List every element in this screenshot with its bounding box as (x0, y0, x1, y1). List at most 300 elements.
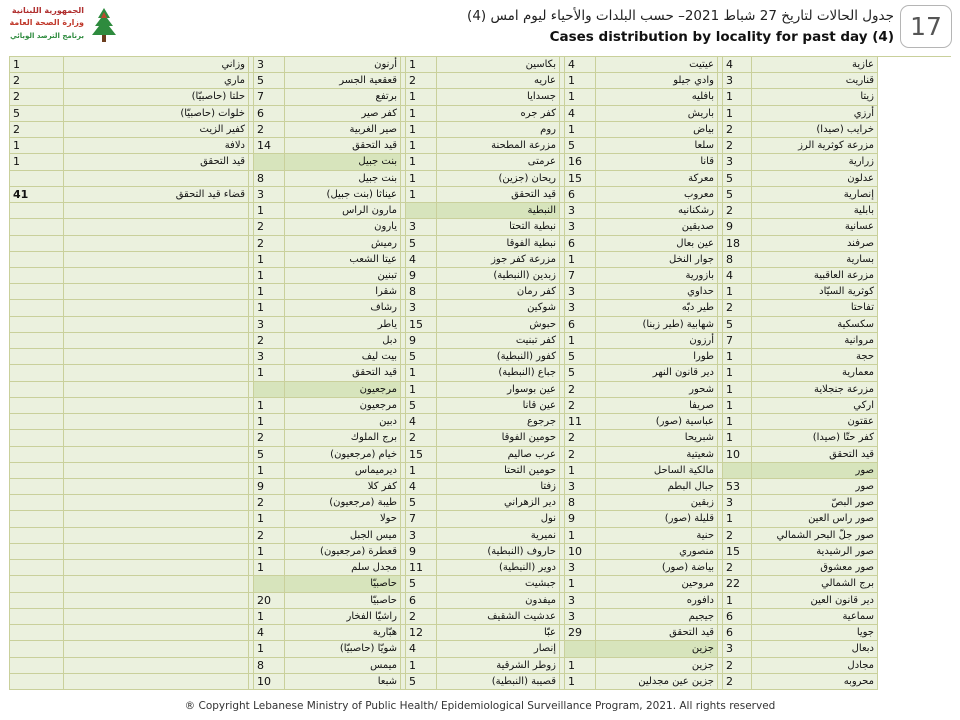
case-count: 3 (723, 154, 752, 170)
empty-cell (10, 674, 64, 690)
case-count: 6 (406, 593, 437, 609)
locality-name: عرب صاليم (437, 447, 560, 463)
empty-cell (64, 430, 249, 446)
case-count: 10 (723, 447, 752, 463)
case-count: 5 (406, 495, 437, 511)
empty-cell (10, 544, 64, 560)
locality-name: جزين عين مجدلين (596, 674, 718, 690)
case-count: 5 (406, 398, 437, 414)
locality-name: راشيّا الفخار (285, 609, 401, 625)
case-count (254, 154, 285, 170)
empty-cell (10, 382, 64, 398)
case-count: 1 (723, 349, 752, 365)
empty-cell (10, 414, 64, 430)
locality-name: حومين الفوقا (437, 430, 560, 446)
empty-cell (64, 609, 249, 625)
case-count: 5 (10, 106, 64, 122)
locality-name: بياض (596, 122, 718, 138)
locality-name: برج الملوك (285, 430, 401, 446)
locality-name: عدشيت الشقيف (437, 609, 560, 625)
locality-name: ميمس (285, 658, 401, 674)
locality-name: بابلية (752, 203, 878, 219)
locality-name: عبّا (437, 625, 560, 641)
case-count: 4 (406, 641, 437, 657)
copyright-footer: ® Copyright Lebanese Ministry of Public Health/ Epidemiological Surveillance Program, 2021. All rights reserved (184, 700, 776, 712)
locality-name: رميش (285, 236, 401, 252)
case-count: 1 (406, 89, 437, 105)
case-count: 1 (723, 593, 752, 609)
case-count: 20 (254, 593, 285, 609)
empty-cell (64, 349, 249, 365)
case-count: 3 (254, 187, 285, 203)
case-count: 3 (406, 219, 437, 235)
case-count: 1 (723, 365, 752, 381)
locality-name: عين قانا (437, 398, 560, 414)
case-count: 1 (254, 284, 285, 300)
case-count: 1 (254, 609, 285, 625)
locality-name: دبعال (752, 641, 878, 657)
locality-name: شحور (596, 382, 718, 398)
case-count: 15 (406, 317, 437, 333)
locality-name: صور جلّ البحر الشمالي (752, 528, 878, 544)
locality-name: قعقعية الجسر (285, 73, 401, 89)
case-count: 1 (406, 154, 437, 170)
case-count: 2 (565, 398, 596, 414)
empty-cell (64, 641, 249, 657)
locality-name: مجدل سلم (285, 560, 401, 576)
locality-name: قضاء قيد التحقق (64, 187, 249, 203)
locality-name: صور الرشيدية (752, 544, 878, 560)
case-count: 6 (565, 236, 596, 252)
case-count: 3 (723, 495, 752, 511)
locality-name: شقرا (285, 284, 401, 300)
locality-name: ماري (64, 73, 249, 89)
locality-name: صريفا (596, 398, 718, 414)
locality-name: شبعا (285, 674, 401, 690)
case-count: 2 (254, 219, 285, 235)
locality-name: مرجعيون (285, 382, 401, 398)
case-count: 6 (723, 609, 752, 625)
case-count: 9 (723, 219, 752, 235)
locality-name: حولا (285, 511, 401, 527)
case-count: 5 (723, 187, 752, 203)
case-count: 1 (406, 658, 437, 674)
case-count: 1 (565, 576, 596, 592)
locality-name: مزرعة كفر جوز (437, 252, 560, 268)
case-count: 1 (406, 187, 437, 203)
case-count: 9 (565, 511, 596, 527)
locality-name: قيد التحقق (285, 365, 401, 381)
case-count: 6 (254, 106, 285, 122)
locality-name: جبشيت (437, 576, 560, 592)
locality-name: صرفند (752, 236, 878, 252)
case-count (565, 641, 596, 657)
locality-name: بكاسين (437, 57, 560, 73)
case-count: 5 (565, 349, 596, 365)
locality-name: مرجعيون (285, 398, 401, 414)
locality-name: شعيتية (596, 447, 718, 463)
locality-name: معروب (596, 187, 718, 203)
case-count: 15 (406, 447, 437, 463)
empty-cell (10, 365, 64, 381)
case-count: 7 (565, 268, 596, 284)
case-count: 1 (10, 57, 64, 73)
logo-line-2: وزارة الصحة العامة (9, 18, 84, 27)
case-count: 3 (406, 300, 437, 316)
locality-name: جيجيم (596, 609, 718, 625)
case-count: 15 (723, 544, 752, 560)
locality-name: مروحين (596, 576, 718, 592)
locality-name: خرايب (صيدا) (752, 122, 878, 138)
locality-name: هبّارية (285, 625, 401, 641)
case-count (254, 382, 285, 398)
locality-name: كفر كلا (285, 479, 401, 495)
case-count: 1 (254, 252, 285, 268)
empty-cell (64, 495, 249, 511)
locality-name: جسدايا (437, 89, 560, 105)
empty-cell (10, 268, 64, 284)
locality-name: طير دبّه (596, 300, 718, 316)
case-count: 1 (565, 252, 596, 268)
case-count: 4 (406, 414, 437, 430)
locality-name: عين بعال (596, 236, 718, 252)
empty-cell (10, 317, 64, 333)
case-count: 2 (10, 73, 64, 89)
locality-name: نبطية التحتا (437, 219, 560, 235)
locality-name: جباع (النبطية) (437, 365, 560, 381)
case-count: 2 (723, 203, 752, 219)
locality-name: إنصار (437, 641, 560, 657)
case-count: 6 (565, 317, 596, 333)
case-count: 2 (565, 382, 596, 398)
locality-name: سكسكية (752, 317, 878, 333)
locality-name: مزرعة العاقبية (752, 268, 878, 284)
locality-name: بيت ليف (285, 349, 401, 365)
empty-cell (64, 658, 249, 674)
locality-name: دوير (النبطية) (437, 560, 560, 576)
case-count: 11 (565, 414, 596, 430)
case-count: 4 (254, 625, 285, 641)
locality-name: دير الزهراني (437, 495, 560, 511)
locality-name: برتفع (285, 89, 401, 105)
empty-cell (64, 544, 249, 560)
case-count: 6 (723, 625, 752, 641)
case-count: 1 (565, 122, 596, 138)
case-count: 9 (406, 544, 437, 560)
case-count: 3 (723, 641, 752, 657)
locality-name: ياطر (285, 317, 401, 333)
case-count: 5 (406, 576, 437, 592)
case-count: 2 (254, 528, 285, 544)
locality-name: روم (437, 122, 560, 138)
case-count: 8 (254, 171, 285, 187)
empty-cell (10, 511, 64, 527)
case-count: 2 (723, 122, 752, 138)
locality-name: صور (752, 479, 878, 495)
locality-name: عقتون (752, 414, 878, 430)
case-count: 2 (254, 430, 285, 446)
ministry-logo (6, 4, 136, 52)
locality-name: صير الغربية (285, 122, 401, 138)
case-count: 1 (254, 511, 285, 527)
empty-cell (64, 203, 249, 219)
case-count: 2 (565, 447, 596, 463)
case-count: 16 (565, 154, 596, 170)
locality-name: دبل (285, 333, 401, 349)
locality-name: حومين التحتا (437, 463, 560, 479)
case-count: 2 (723, 528, 752, 544)
case-count: 14 (254, 138, 285, 154)
locality-name: جزين (596, 658, 718, 674)
case-count: 5 (565, 138, 596, 154)
locality-name: خيام (مرجعيون) (285, 447, 401, 463)
locality-name: قيد التحقق (285, 138, 401, 154)
case-count: 2 (723, 300, 752, 316)
case-count: 8 (254, 658, 285, 674)
locality-name: بياضة (صور) (596, 560, 718, 576)
case-count: 12 (406, 625, 437, 641)
locality-name: تفاحتا (752, 300, 878, 316)
locality-name: عازية (752, 57, 878, 73)
case-count: 1 (565, 333, 596, 349)
case-count: 3 (723, 73, 752, 89)
page-number: 17 (900, 5, 952, 48)
empty-cell (64, 252, 249, 268)
case-count: 2 (10, 122, 64, 138)
case-count: 6 (565, 187, 596, 203)
logo-line-3: برنامج الترصد الوبائي (10, 32, 84, 40)
case-count: 2 (254, 236, 285, 252)
case-count: 1 (723, 511, 752, 527)
locality-name: إنصارية (752, 187, 878, 203)
locality-name: جزين (596, 641, 718, 657)
case-count: 53 (723, 479, 752, 495)
locality-name: محروبه (752, 674, 878, 690)
case-count: 3 (254, 317, 285, 333)
locality-name: نبطية الفوقا (437, 236, 560, 252)
locality-name: صور (752, 463, 878, 479)
locality-name: عاريه (437, 73, 560, 89)
case-count: 7 (723, 333, 752, 349)
locality-name: صور البصّ (752, 495, 878, 511)
case-count: 9 (406, 333, 437, 349)
case-count: 2 (723, 138, 752, 154)
cases-table (9, 56, 951, 690)
case-count: 2 (406, 609, 437, 625)
case-count: 1 (406, 463, 437, 479)
locality-name: حداوي (596, 284, 718, 300)
case-count: 11 (406, 560, 437, 576)
locality-name: شهابية (طير زبنا) (596, 317, 718, 333)
locality-name: قانا (596, 154, 718, 170)
empty-cell (10, 252, 64, 268)
locality-name: بنت جبيل (285, 171, 401, 187)
case-count: 1 (723, 430, 752, 446)
case-count: 2 (723, 658, 752, 674)
case-count: 4 (406, 252, 437, 268)
case-count: 8 (406, 284, 437, 300)
locality-name: زرارية (752, 154, 878, 170)
locality-name: مروانية (752, 333, 878, 349)
case-count: 8 (723, 252, 752, 268)
locality-name: عرمتى (437, 154, 560, 170)
locality-name: قيد التحقق (752, 447, 878, 463)
locality-name: مالكية الساحل (596, 463, 718, 479)
case-count: 7 (254, 89, 285, 105)
locality-name: بنت جبيل (285, 154, 401, 170)
case-count: 2 (406, 73, 437, 89)
locality-name: عين بوسوار (437, 382, 560, 398)
empty-cell (10, 658, 64, 674)
case-count: 1 (254, 268, 285, 284)
empty-cell (64, 414, 249, 430)
empty-cell (64, 284, 249, 300)
case-count: 1 (254, 300, 285, 316)
case-count: 2 (723, 560, 752, 576)
title-arabic: جدول الحالات لتاريخ 27 شباط 2021– حسب البلدات والأحياء ليوم امس (4) (467, 8, 894, 24)
empty-cell (10, 625, 64, 641)
case-count: 1 (723, 89, 752, 105)
locality-name: جوار النخل (596, 252, 718, 268)
case-count: 1 (565, 89, 596, 105)
empty-cell (10, 447, 64, 463)
locality-name: تبنين (285, 268, 401, 284)
case-count: 2 (723, 674, 752, 690)
case-count: 3 (565, 300, 596, 316)
empty-cell (10, 171, 64, 187)
locality-name: صديقين (596, 219, 718, 235)
locality-name: جبال البطم (596, 479, 718, 495)
locality-name: قيد التحقق (64, 154, 249, 170)
case-count: 8 (565, 495, 596, 511)
locality-name: حاصبيّا (285, 593, 401, 609)
empty-cell (10, 593, 64, 609)
case-count: 4 (565, 106, 596, 122)
locality-name: دلافة (64, 138, 249, 154)
locality-name: ريحان (جزين) (437, 171, 560, 187)
empty-cell (64, 625, 249, 641)
empty-cell (64, 593, 249, 609)
empty-cell (10, 560, 64, 576)
case-count: 1 (254, 560, 285, 576)
case-count: 5 (406, 236, 437, 252)
empty-cell (64, 398, 249, 414)
locality-name: وزاني (64, 57, 249, 73)
locality-name: رشاف (285, 300, 401, 316)
case-count: 1 (565, 528, 596, 544)
case-count: 15 (565, 171, 596, 187)
empty-cell (10, 528, 64, 544)
case-count: 5 (254, 73, 285, 89)
empty-cell (10, 203, 64, 219)
case-count: 3 (565, 479, 596, 495)
locality-name: حاصبيّا (285, 576, 401, 592)
case-count: 4 (723, 57, 752, 73)
case-count: 1 (723, 284, 752, 300)
case-count: 1 (254, 641, 285, 657)
case-count: 9 (254, 479, 285, 495)
case-count: 3 (565, 284, 596, 300)
case-count: 1 (254, 398, 285, 414)
case-count: 1 (565, 463, 596, 479)
empty-cell (64, 317, 249, 333)
locality-name: باريش (596, 106, 718, 122)
locality-name: نول (437, 511, 560, 527)
title-english: Cases distribution by locality for past day (4) (549, 29, 894, 45)
case-count: 3 (565, 219, 596, 235)
empty-cell (64, 560, 249, 576)
empty-cell (10, 219, 64, 235)
case-count: 10 (254, 674, 285, 690)
locality-name: قناريت (752, 73, 878, 89)
case-count: 2 (10, 89, 64, 105)
locality-name: قيد التحقق (437, 187, 560, 203)
case-count: 1 (254, 414, 285, 430)
locality-name: رشكنانيه (596, 203, 718, 219)
empty-cell (64, 300, 249, 316)
locality-name: بازورية (596, 268, 718, 284)
case-count: 1 (406, 365, 437, 381)
case-count: 3 (254, 349, 285, 365)
case-count (723, 463, 752, 479)
case-count: 3 (565, 609, 596, 625)
locality-name: أرزي (752, 106, 878, 122)
locality-name: كفر جره (437, 106, 560, 122)
locality-name: عيتا الشعب (285, 252, 401, 268)
case-count: 41 (10, 187, 64, 203)
locality-name: دبين (285, 414, 401, 430)
logo-line-1: الجمهورية اللبنانية (11, 6, 84, 15)
locality-name: كفور (النبطية) (437, 349, 560, 365)
locality-name: بسارية (752, 252, 878, 268)
case-count: 3 (406, 528, 437, 544)
locality-name: عباسية (صور) (596, 414, 718, 430)
empty-cell (64, 219, 249, 235)
locality-name: مزرعة المطحنة (437, 138, 560, 154)
empty-cell (64, 447, 249, 463)
case-count: 1 (723, 414, 752, 430)
empty-cell (64, 479, 249, 495)
locality-name: ميس الجبل (285, 528, 401, 544)
case-count (406, 203, 437, 219)
locality-name: شوكين (437, 300, 560, 316)
case-count: 1 (565, 658, 596, 674)
locality-name: دير قانون العين (752, 593, 878, 609)
locality-name: حجة (752, 349, 878, 365)
case-count: 1 (254, 203, 285, 219)
empty-cell (64, 528, 249, 544)
empty-cell (64, 674, 249, 690)
empty-cell (10, 609, 64, 625)
case-count: 3 (565, 560, 596, 576)
case-count: 1 (406, 171, 437, 187)
locality-name: خلوات (حاصبيّا) (64, 106, 249, 122)
locality-name: ميفدون (437, 593, 560, 609)
case-count: 5 (254, 447, 285, 463)
case-count: 1 (565, 674, 596, 690)
case-count: 1 (254, 365, 285, 381)
case-count: 5 (723, 171, 752, 187)
empty-cell (10, 430, 64, 446)
locality-name: أرزون (596, 333, 718, 349)
locality-name: نميرية (437, 528, 560, 544)
locality-name: كفر صير (285, 106, 401, 122)
case-count: 2 (254, 122, 285, 138)
case-count: 3 (254, 57, 285, 73)
case-count: 7 (406, 511, 437, 527)
empty-cell (10, 333, 64, 349)
empty-cell (64, 365, 249, 381)
